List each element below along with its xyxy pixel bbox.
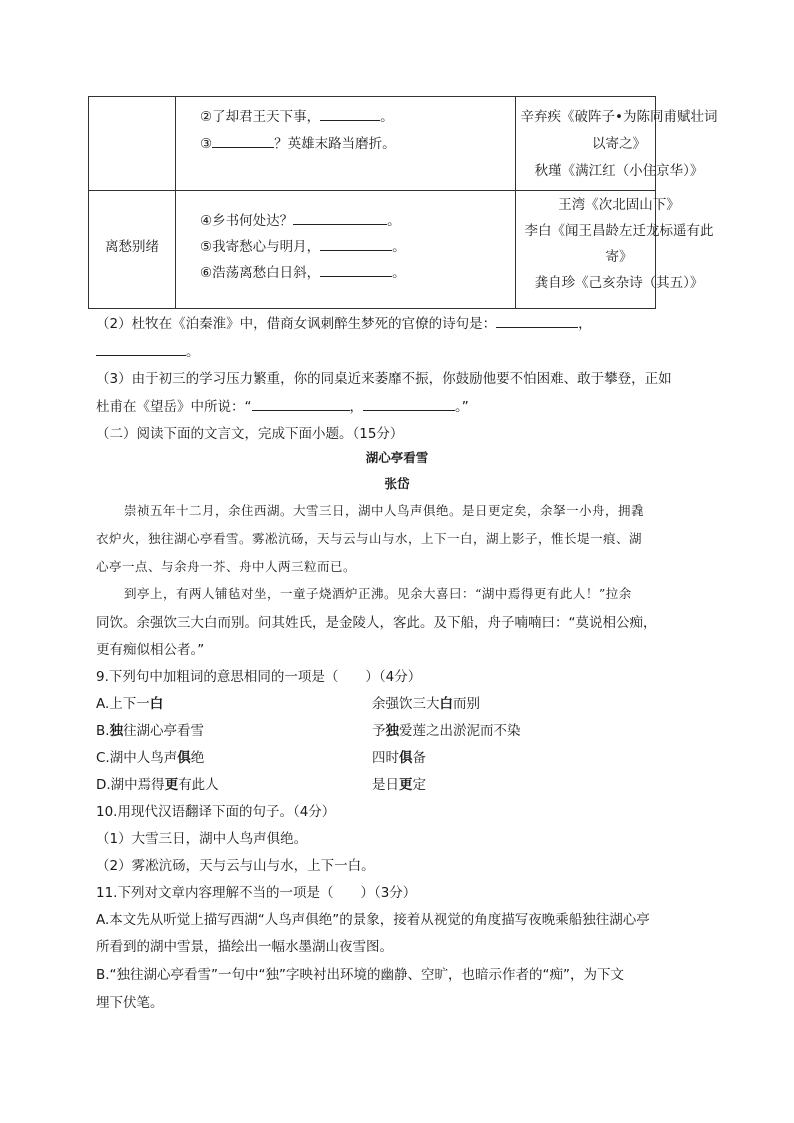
option-text: 余强饮三大 bbox=[372, 696, 440, 712]
option-text: 绝 bbox=[190, 750, 205, 766]
question-text: 杜甫在《望岳》中所说：“ bbox=[96, 399, 252, 415]
bold-word: 独 bbox=[109, 723, 124, 739]
option-text: A.上下一 bbox=[96, 696, 150, 712]
answer-blank[interactable] bbox=[363, 398, 455, 411]
poem-line bbox=[200, 235, 406, 255]
option-text: 有此人 bbox=[178, 777, 219, 793]
poem-line bbox=[200, 105, 394, 125]
passage-line: 更有痴似相公者。” bbox=[96, 642, 205, 658]
poem-line-end: 。 bbox=[380, 109, 394, 125]
question-3: （3）由于初三的学习压力繁重，你的同桌近来萎靡不振，你鼓励他要不怕困难、敢于攀登，正如 bbox=[96, 371, 672, 387]
bold-word: 白 bbox=[149, 696, 164, 712]
option-b-left[interactable] bbox=[96, 719, 204, 739]
poem-line-end: 。 bbox=[387, 213, 401, 229]
answer-blank[interactable] bbox=[496, 315, 578, 328]
category-label: 离愁别绪 bbox=[105, 239, 159, 255]
punctuation: ， bbox=[578, 316, 592, 332]
poem-line-text: ④乡书何处达？ bbox=[200, 213, 294, 229]
poem-line bbox=[200, 261, 406, 281]
answer-blank[interactable] bbox=[320, 108, 380, 121]
passage-line: 到亭上，有两人铺毡对坐，一童子烧酒炉正沸。见余大喜曰：“湖中焉得更有此人！”拉余 bbox=[124, 586, 632, 601]
bold-word: 更 bbox=[164, 777, 179, 793]
poem-lines-cell bbox=[176, 191, 516, 308]
bold-word: 俱 bbox=[399, 750, 413, 766]
bold-word: 俱 bbox=[177, 750, 191, 766]
question-3-cont bbox=[96, 395, 469, 415]
passage-line: 崇祯五年十二月，余住西湖。大雪三日，湖中人鸟声俱绝。是日更定矣，余拏一小舟，拥毳 bbox=[124, 503, 645, 518]
question-2 bbox=[96, 312, 592, 332]
bold-word: 更 bbox=[399, 777, 413, 793]
bold-word: 独 bbox=[385, 723, 399, 739]
source-cell bbox=[516, 97, 718, 190]
punctuation: ， bbox=[349, 399, 363, 415]
source-text: 辛弃疾《破阵子•为陈同甫赋壮词 bbox=[520, 109, 718, 125]
answer-blank[interactable] bbox=[96, 343, 186, 356]
source-text: 以寄之》 bbox=[592, 136, 646, 152]
question-text: （2）杜牧在《泊秦淮》中，借商女讽刺醉生梦死的官僚的诗句是： bbox=[96, 316, 497, 332]
passage-title: 湖心亭看雪 bbox=[365, 450, 429, 465]
source-text: 寄》 bbox=[605, 249, 633, 265]
option-text: B. bbox=[96, 723, 110, 739]
question-2-cont bbox=[96, 340, 200, 360]
option-text: 而别 bbox=[453, 696, 480, 712]
question-10: 10.用现代汉语翻译下面的句子。（4分） bbox=[96, 804, 336, 820]
passage-line: 衣炉火，独往湖心亭看雪。雾凇沆砀，天与云与山与水，上下一白，湖上影子，惟长堤一痕、湖 bbox=[96, 531, 643, 546]
option-text: 予 bbox=[372, 723, 386, 739]
option-a-cont: 所看到的湖中雪景，描绘出一幅水墨湖山夜雪图。 bbox=[96, 939, 393, 955]
poem-table bbox=[88, 96, 718, 309]
category-cell bbox=[89, 97, 176, 190]
option-b-cont: 埋下伏笔。 bbox=[96, 995, 164, 1011]
option-text: 往湖心亭看雪 bbox=[123, 723, 205, 739]
answer-blank[interactable] bbox=[293, 212, 387, 225]
category-cell bbox=[89, 191, 176, 308]
option-d-left[interactable] bbox=[96, 773, 219, 793]
section-heading: （二）阅读下面的文言文，完成下面小题。（15分） bbox=[96, 426, 404, 442]
option-text: 四时 bbox=[372, 750, 399, 766]
option-b-right bbox=[372, 719, 521, 739]
source-cell bbox=[516, 191, 714, 308]
question-9: 9.下列句中加粗词的意思相同的一项是（ ）（4分） bbox=[96, 669, 422, 685]
option-text: D.湖中焉得 bbox=[96, 777, 165, 793]
poem-line-end: 。 bbox=[392, 239, 406, 255]
question-11: 11.下列对文章内容理解不当的一项是（ ）（3分） bbox=[96, 885, 417, 901]
option-c-right bbox=[372, 746, 426, 766]
answer-blank[interactable] bbox=[212, 135, 274, 148]
table-row bbox=[89, 190, 714, 308]
passage-line: 心亭一点、与余舟一芥、舟中人两三粒而已。 bbox=[96, 559, 357, 574]
poem-line bbox=[200, 132, 396, 152]
poem-line-text: ②了却君王天下事， bbox=[200, 109, 321, 125]
option-b[interactable]: B.“独往湖心亭看雪”一句中“独”字映衬出环境的幽静、空旷，也暗示作者的“痴”，为下文 bbox=[96, 967, 625, 983]
bold-word: 白 bbox=[439, 696, 453, 712]
option-text: 爱莲之出淤泥而不染 bbox=[399, 723, 521, 739]
option-a-left[interactable] bbox=[96, 692, 163, 712]
poem-line bbox=[200, 209, 401, 229]
option-c-left[interactable] bbox=[96, 746, 204, 766]
poem-line-text: ③ bbox=[200, 136, 213, 152]
option-text: C.湖中人鸟声 bbox=[96, 750, 178, 766]
poem-line-end: 。 bbox=[392, 265, 406, 281]
answer-blank[interactable] bbox=[320, 238, 392, 251]
option-text: 是日 bbox=[372, 777, 399, 793]
question-10-sentence-1: （1）大雪三日，湖中人鸟声俱绝。 bbox=[96, 831, 308, 847]
poem-lines-cell bbox=[176, 97, 516, 190]
source-text: 王湾《次北固山下》 bbox=[558, 197, 680, 213]
poem-line-end: ？英雄末路当磨折。 bbox=[274, 136, 396, 152]
option-text: 备 bbox=[412, 750, 426, 766]
answer-blank[interactable] bbox=[320, 264, 392, 277]
source-text: 李白《闻王昌龄左迁龙标遥有此 bbox=[524, 223, 714, 239]
option-d-right bbox=[372, 773, 426, 793]
poem-line-text: ⑥浩荡离愁白日斜， bbox=[200, 265, 321, 281]
table-row bbox=[89, 97, 718, 190]
punctuation: 。” bbox=[455, 399, 469, 415]
punctuation: 。 bbox=[186, 344, 200, 360]
poem-line-text: ⑤我寄愁心与明月， bbox=[200, 239, 321, 255]
source-text: 秋瑾《满江红（小住京华）》 bbox=[534, 163, 704, 179]
option-a-right bbox=[372, 692, 480, 712]
passage-line: 同饮。余强饮三大白而别。问其姓氏，是金陵人，客此。及下船，舟子喃喃曰：“莫说相公痴， bbox=[96, 615, 657, 631]
answer-blank[interactable] bbox=[252, 398, 350, 411]
source-text: 龚自珍《己亥杂诗（其五）》 bbox=[534, 275, 704, 291]
option-text: 定 bbox=[412, 777, 426, 793]
question-10-sentence-2: （2）雾凇沆砀，天与云与山与水，上下一白。 bbox=[96, 858, 375, 874]
passage-author: 张岱 bbox=[384, 476, 410, 491]
option-a[interactable]: A.本文先从听觉上描写西湖“人鸟声俱绝”的景象，接着从视觉的角度描写夜晚乘船独往湖心亭 bbox=[96, 912, 650, 928]
